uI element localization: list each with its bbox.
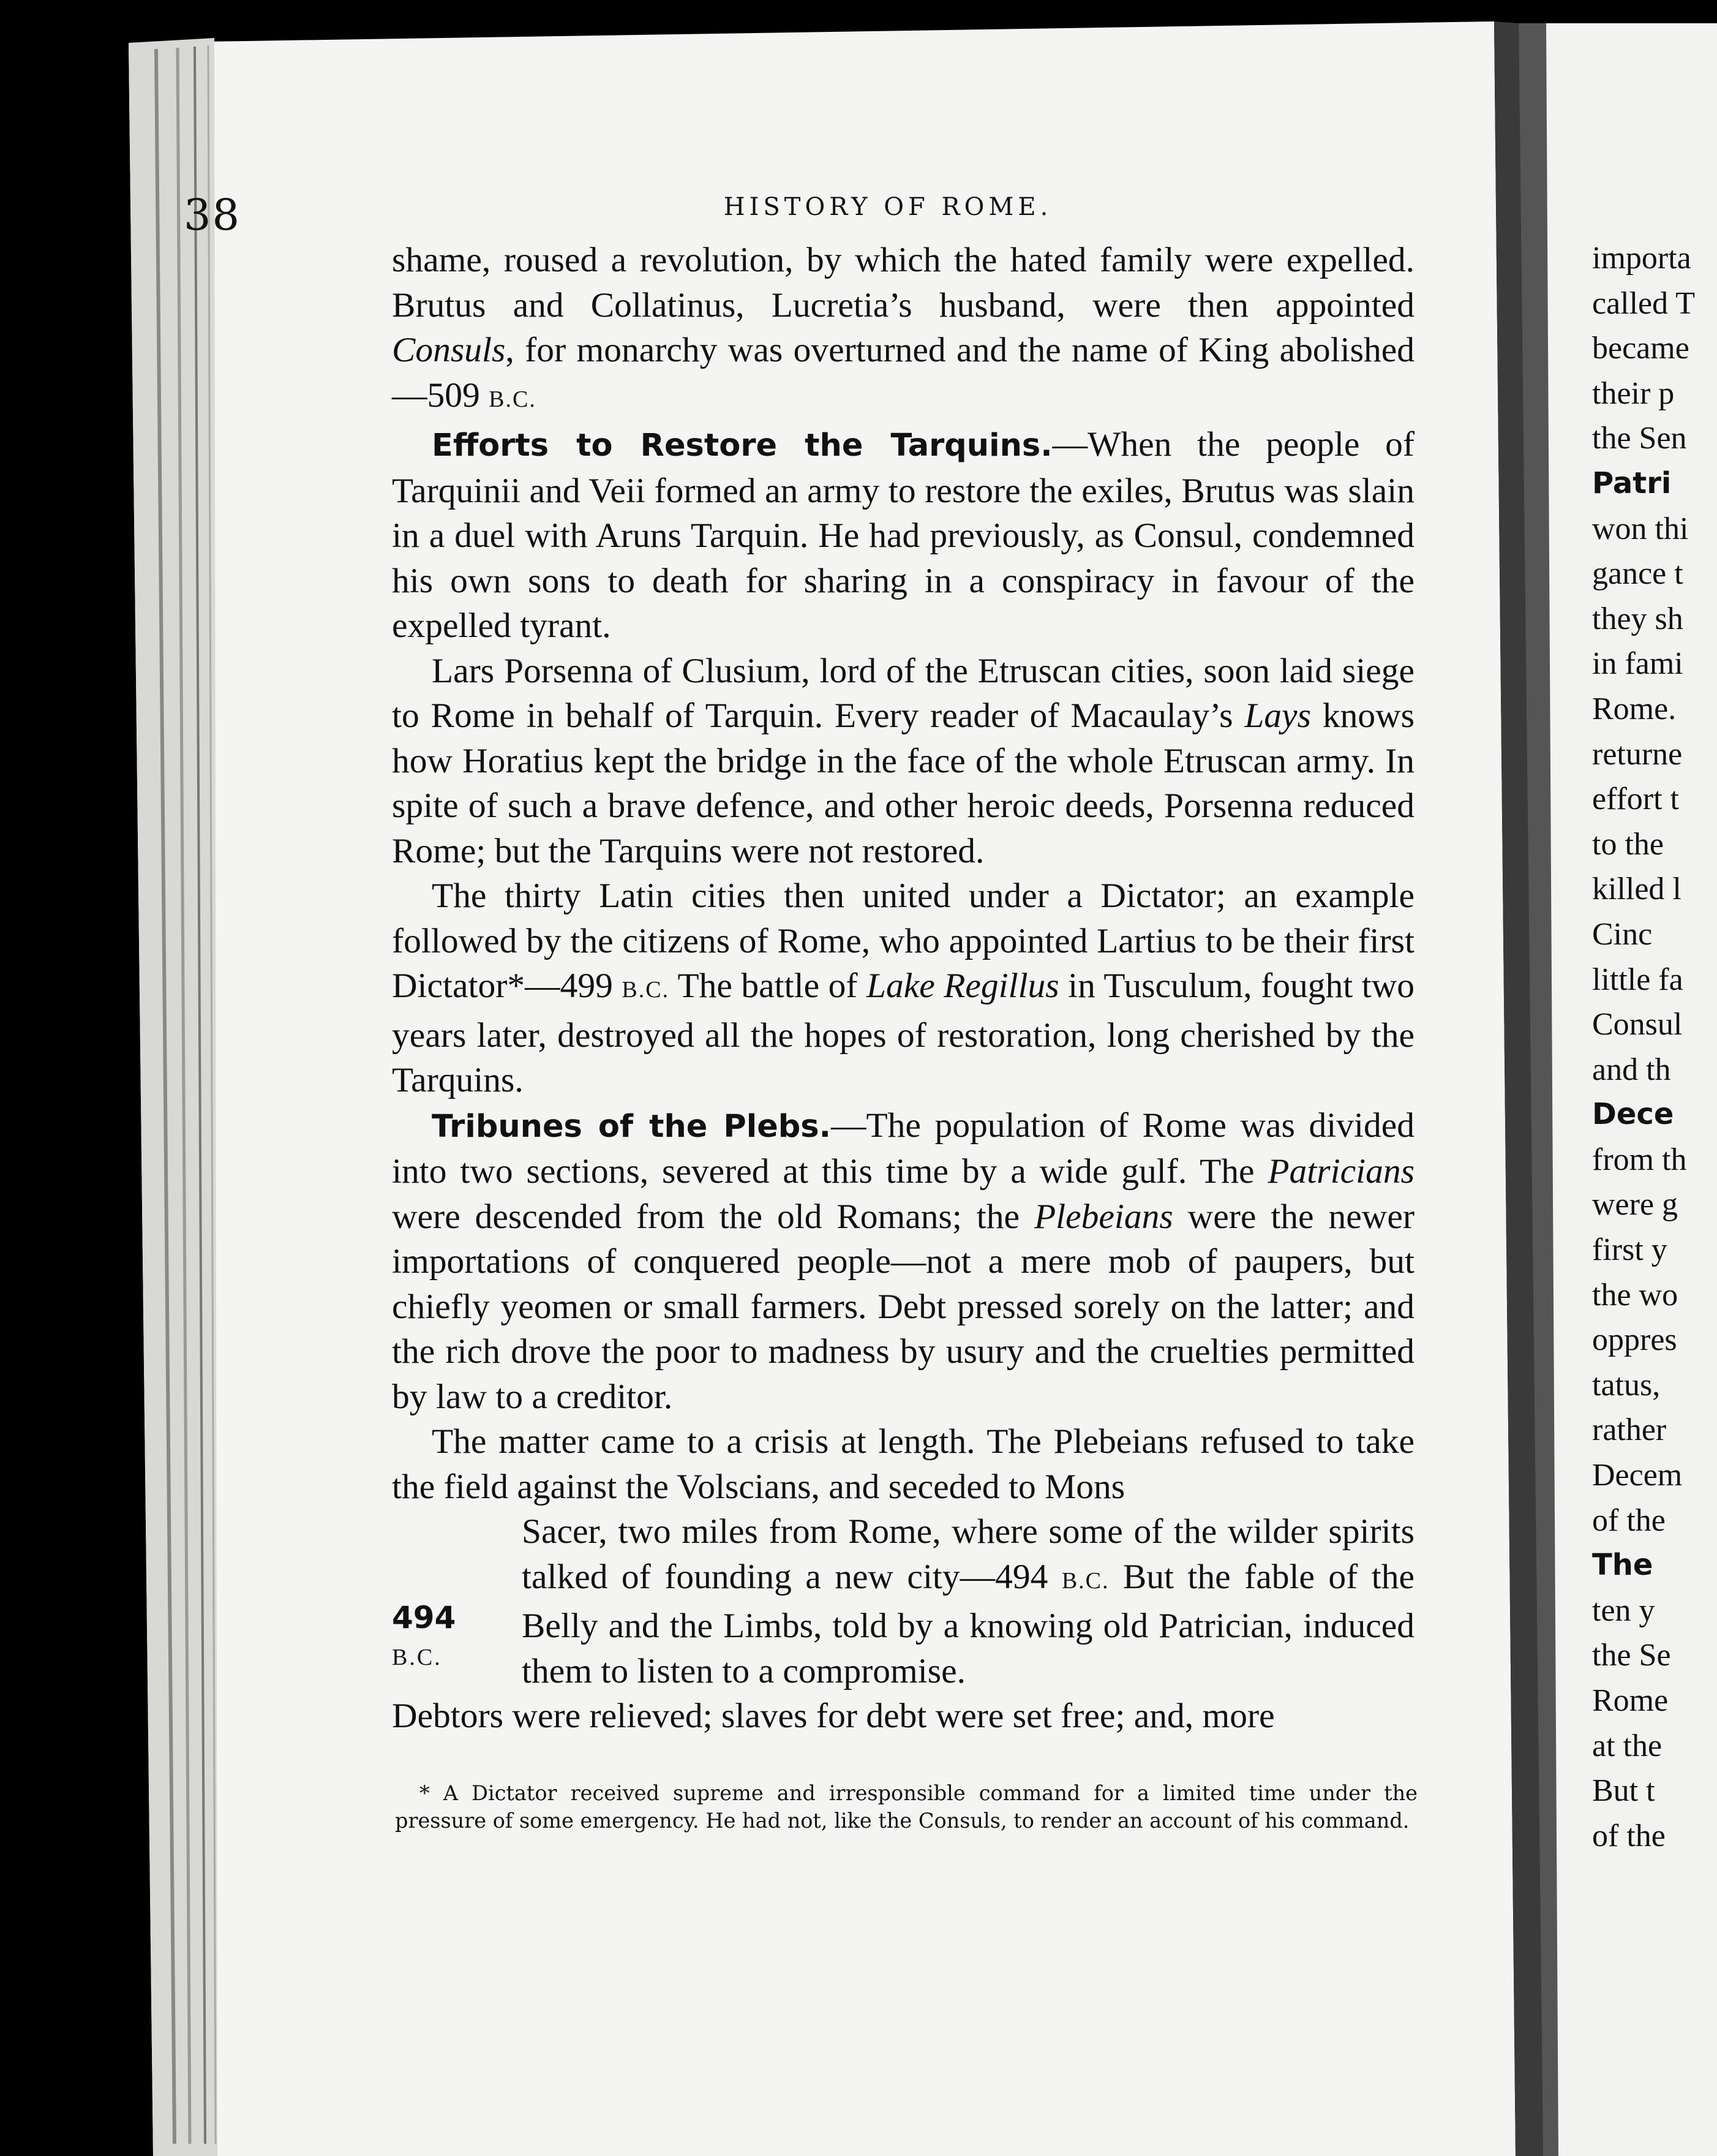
text-run: The matter came to a crisis at length. The Plebeians refused to take the field against the Volscians, and seceded to Mons (392, 1422, 1415, 1506)
text-run: in Tusculum, fought two years later, destroyed all the hopes of restoration, long cherished by the Tarquins. (392, 967, 1415, 1099)
paragraph-2 (392, 422, 1415, 649)
facing-page-line: the Sen (1592, 421, 1687, 456)
facing-page-line: killed l (1592, 872, 1681, 907)
text-run: shame, roused a revolution, by which the hated family were expelled. Brutus and Collatinus, Lucretia’s husband, were then appointed (392, 241, 1415, 325)
text-run: The thirty Latin cities then united under a Dictator; an example followed by the citizens of Rome, who appointed Lartius to be their first Dictator*—499 (392, 876, 1415, 1005)
facing-page-fragment (1592, 236, 1717, 1858)
text-run: Sacer, two miles from Rome, where some of the wilder spirits talked of founding a new city—494 (522, 1512, 1415, 1596)
facing-page-line: But t (1592, 1773, 1655, 1809)
paragraph-1 (392, 238, 1415, 422)
facing-page-line: oppres (1592, 1322, 1677, 1358)
facing-page-line: ten y (1592, 1593, 1655, 1628)
section-heading: Efforts to Restore the Tarquins. (432, 428, 1053, 464)
era-abbrev: B.C. (1061, 1567, 1110, 1594)
text-run: But the fable of the Belly and the Limbs, told by a knowing old Patrician, induced them to listen to a compromise. (522, 1557, 1415, 1691)
running-head: HISTORY OF ROME. (723, 193, 1053, 221)
paragraph-6-continued (522, 1509, 1415, 1694)
facing-page-line: in fami (1592, 646, 1683, 682)
text-run: Lars Porsenna of Clusium, lord of the Etruscan cities, soon laid siege to Rome in behalf of Tarquin. Every reader of Macaulay’s (392, 651, 1415, 735)
era-abbrev: B.C. (622, 977, 670, 1003)
facing-page-line: became (1592, 331, 1689, 366)
facing-page-line: Patri (1592, 466, 1672, 500)
facing-page-line: to the (1592, 826, 1664, 862)
facing-page-line: first y (1592, 1232, 1667, 1268)
facing-page-line: Rome. (1592, 691, 1677, 726)
italic-term: Lake Regillus (866, 967, 1059, 1005)
margin-date (392, 1509, 522, 1679)
page-number: 38 (184, 190, 241, 240)
facing-page-line: The (1592, 1548, 1653, 1583)
facing-page-line: from th (1592, 1142, 1687, 1177)
facing-page-line: the Se (1592, 1638, 1671, 1673)
facing-page-line: importa (1592, 241, 1691, 276)
facing-page-line: effort t (1592, 782, 1679, 817)
margin-date-block (392, 1509, 1415, 1694)
text-run: , for monarchy was overturned and the name of King abolished—509 (392, 331, 1415, 415)
body-text (392, 238, 1415, 1739)
facing-page-line: won thi (1592, 511, 1689, 546)
text-run: knows how Horatius kept the bridge in the face of the whole Etruscan army. In spite of such a brave defence, and other heroic deeds, Porsenna reduced Rome; but the Tarquins were not restored. (392, 696, 1415, 870)
paragraph-5 (392, 1103, 1415, 1420)
facing-page-line: called T (1592, 285, 1695, 321)
facing-page-line: the wo (1592, 1277, 1678, 1313)
text-run: Debtors were relieved; slaves for debt were set free; and, more (392, 1697, 1275, 1735)
facing-page-line: of the (1592, 1502, 1666, 1538)
facing-page-line: Rome (1592, 1683, 1669, 1718)
text-run: were descended from the old Romans; the (392, 1197, 1034, 1236)
text-run: —When the people of Tarquinii and Veii formed an army to restore the exiles, Brutus was slain in a duel with Aruns Tarquin. He had previously, as Consul, condemned his own sons to death for sharing in a conspiracy in favour of the expelled tyrant. (392, 425, 1415, 645)
section-heading: Tribunes of the Plebs. (432, 1108, 832, 1145)
margin-era: B.C. (392, 1645, 442, 1670)
facing-page-line: rather (1592, 1412, 1667, 1448)
text-run: —The population of Rome was divided into two sections, severed at this time by a wide gulf. The (392, 1106, 1415, 1191)
facing-page-line: Cinc (1592, 916, 1653, 952)
italic-term: Patricians (1268, 1152, 1415, 1191)
paragraph-6-end (392, 1694, 1415, 1739)
footnote-text: * A Dictator received supreme and irresponsible command for a limited time under the pressure of some emergency. He had not, like the Consuls, to render an account of his command. (395, 1781, 1418, 1833)
text-run: were the newer importations of conquered people—not a mere mob of paupers, but chiefly yeomen or small farmers. Debt pressed sorely on the latter; and the rich drove the poor to madness by usury and the cruelties permitted by law to a creditor. (392, 1197, 1415, 1416)
text-run: The battle of (669, 967, 866, 1005)
paragraph-4 (392, 873, 1415, 1103)
facing-page-line: little fa (1592, 962, 1683, 997)
facing-page-line: were g (1592, 1187, 1678, 1223)
facing-page-line: Dece (1592, 1097, 1674, 1132)
italic-term: Plebeians (1034, 1197, 1173, 1236)
facing-page-line: Consul (1592, 1007, 1683, 1042)
facing-page-line: returne (1592, 736, 1683, 772)
facing-page-line: Decem (1592, 1458, 1683, 1493)
facing-page-line: of the (1592, 1818, 1666, 1853)
footnote (395, 1779, 1418, 1834)
facing-page-line: their p (1592, 375, 1675, 411)
italic-term: Consuls (392, 331, 506, 369)
era-abbrev: B.C. (489, 386, 536, 412)
facing-page-line: they sh (1592, 601, 1683, 636)
facing-page-line: gance t (1592, 556, 1683, 592)
paragraph-3 (392, 649, 1415, 874)
italic-term: Lays (1244, 696, 1311, 735)
facing-page-line: tatus, (1592, 1367, 1661, 1403)
facing-page-line: at the (1592, 1728, 1663, 1763)
paragraph-6 (392, 1419, 1415, 1509)
facing-page-line: and th (1592, 1052, 1671, 1087)
margin-year: 494 (392, 1600, 456, 1635)
